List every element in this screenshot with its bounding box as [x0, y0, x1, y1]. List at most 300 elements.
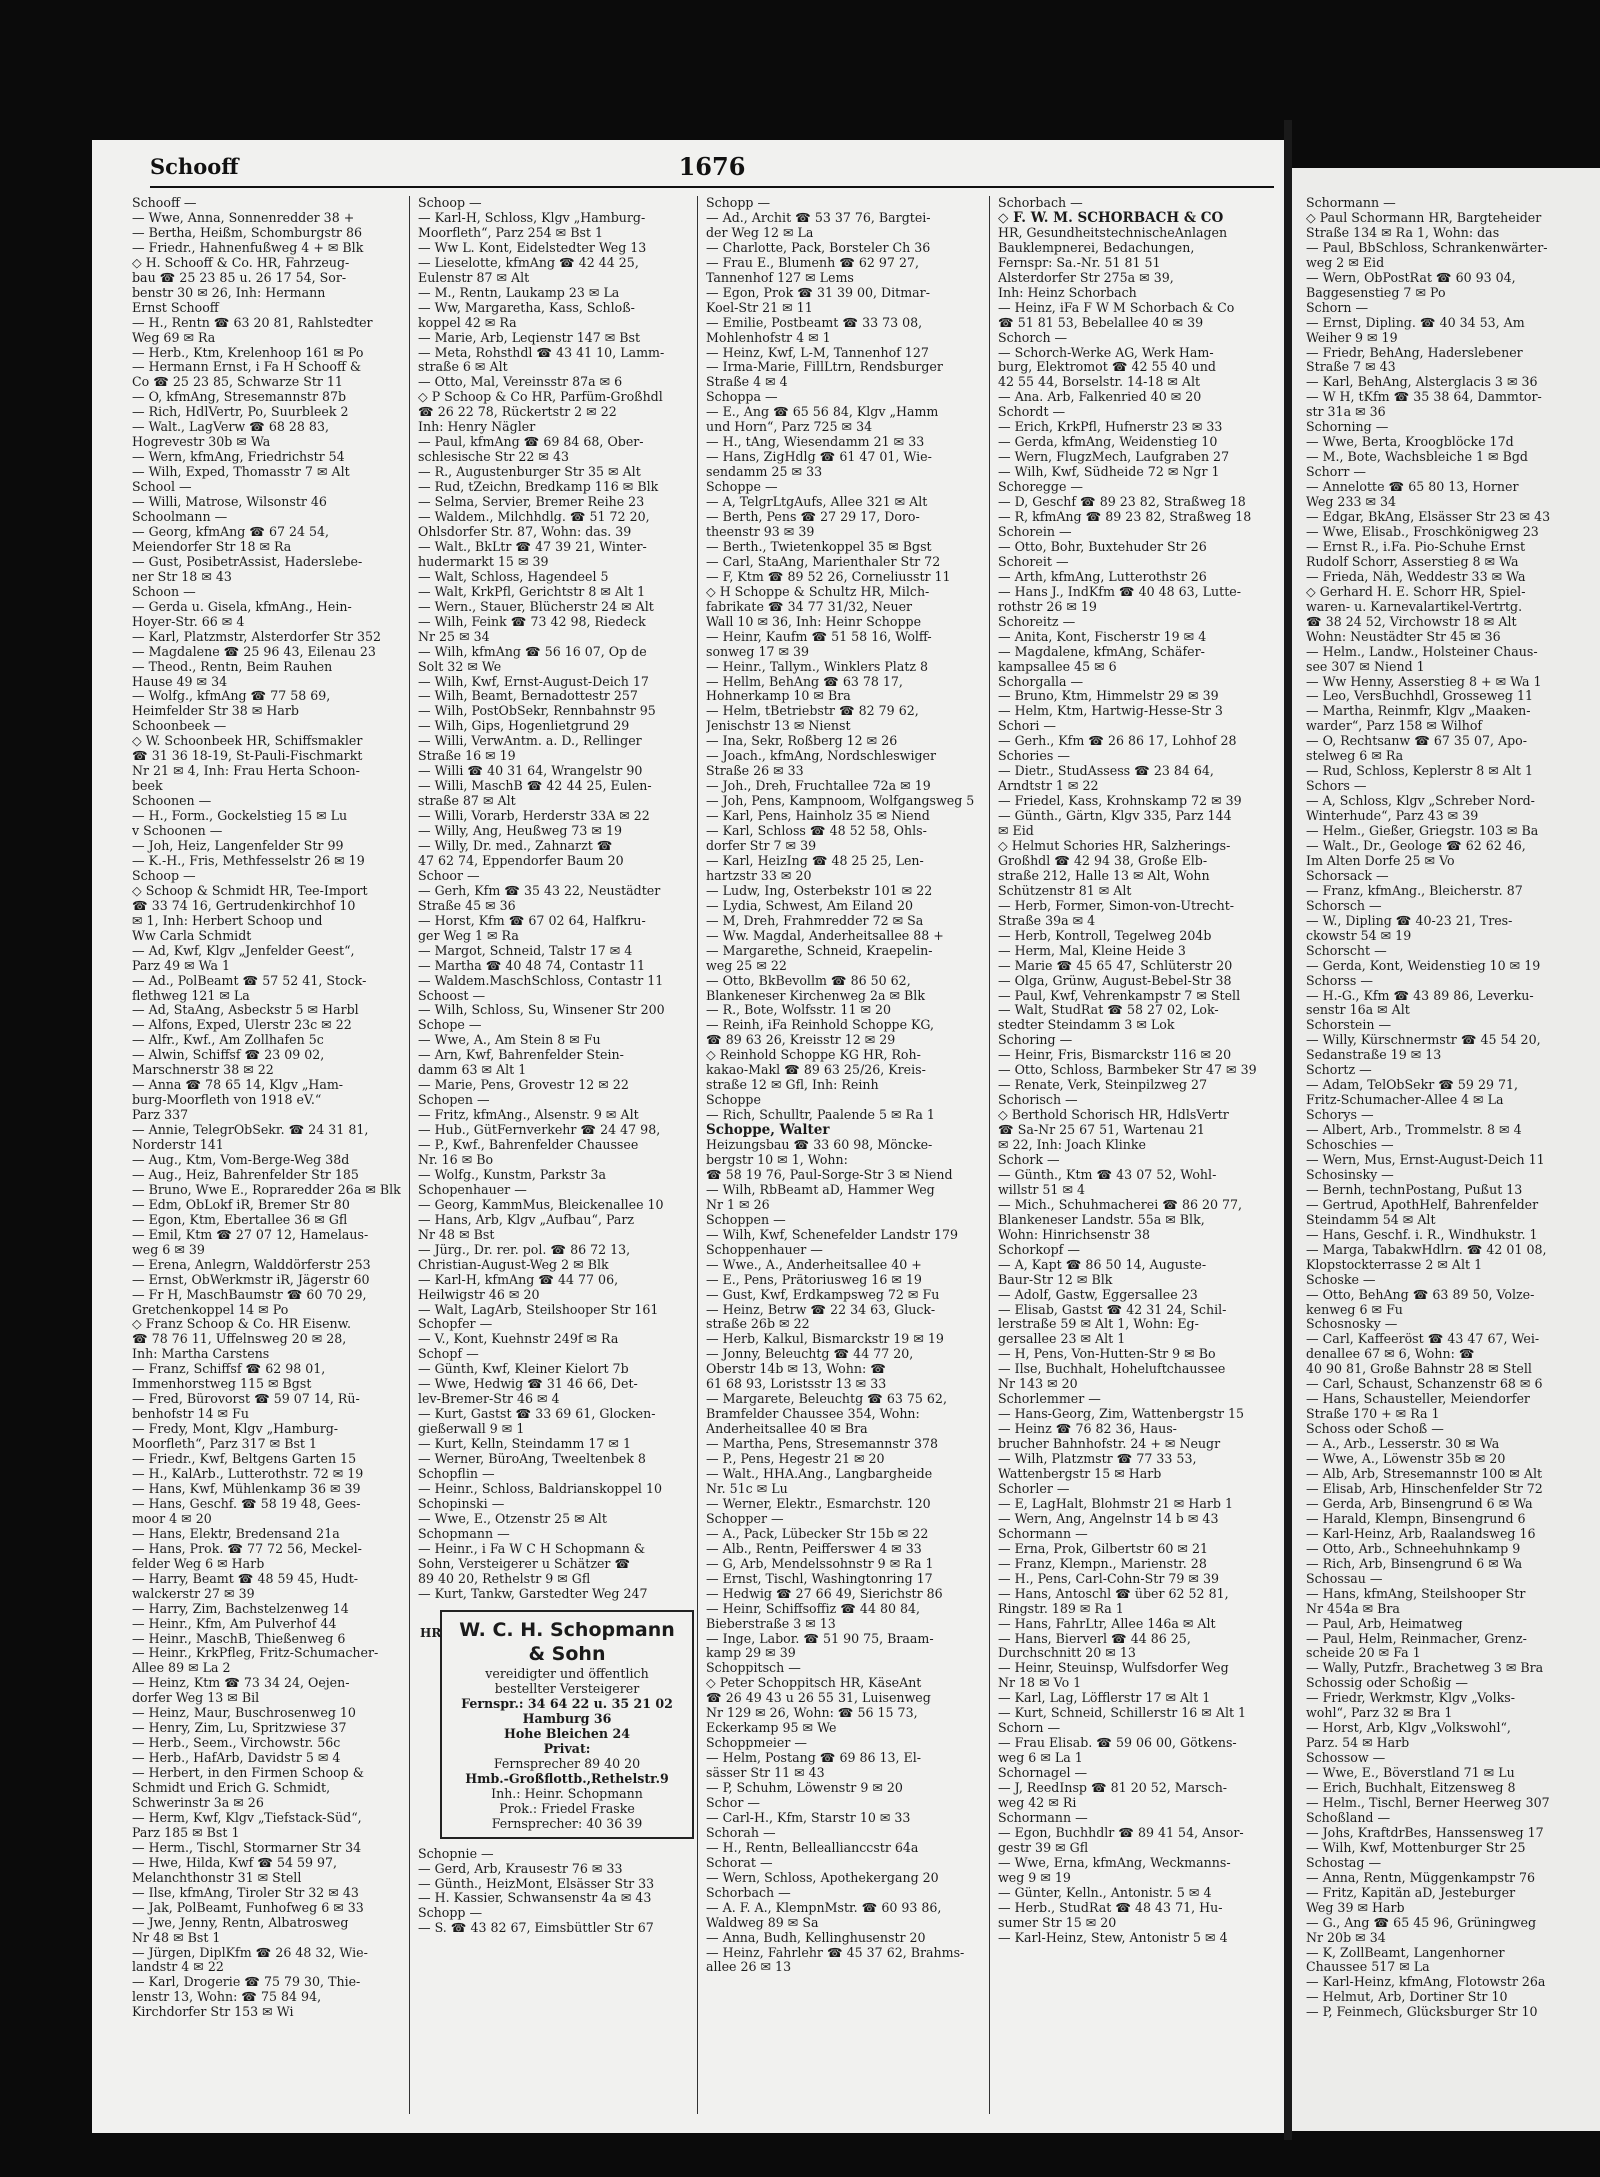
- listing-line: — Helmut, Arb, Dortiner Str 10: [1306, 1990, 1508, 2005]
- listing-line: Großhdl ☎ 42 94 38, Große Elb-: [998, 853, 1208, 868]
- listing-line: — Wern, Schloss, Apothekergang 20: [706, 1870, 939, 1885]
- surname-heading: Schopp —: [418, 1906, 483, 1921]
- listing-line: — Kurt, Kelln, Steindamm 17 ✉ 1: [418, 1437, 631, 1452]
- surname-heading: Schorein —: [998, 524, 1072, 539]
- surname-heading: Schoop —: [132, 868, 196, 883]
- listing-line: — P., Pens, Hegestr 21 ✉ 20: [706, 1452, 885, 1467]
- listing-line: — Friedr., Hahnenfußweg 4 + ✉ Blk: [132, 240, 364, 255]
- listing-line: — Wwe, E., Otzenstr 25 ✉ Alt: [418, 1511, 607, 1526]
- listing-line: — Joh., Dreh, Fruchtallee 72a ✉ 19: [706, 779, 931, 794]
- listing-line: — Johs, KraftdrBes, Hanssensweg 17: [1306, 1825, 1544, 1840]
- advert-line: Privat:: [543, 1740, 591, 1756]
- listing-line: beek: [132, 779, 163, 794]
- listing-line: kampsallee 45 ✉ 6: [998, 659, 1117, 674]
- listing-line: — Margarete, Beleuchtg ☎ 63 75 62,: [706, 1392, 947, 1407]
- listing-line: — Paul, Helm, Reinmacher, Grenz-: [1306, 1631, 1527, 1646]
- surname-heading: Schork —: [998, 1153, 1060, 1167]
- listing-line: — Otto, BehAng ☎ 63 89 50, Volze-: [1306, 1287, 1535, 1302]
- listing-line: 89 40 20, Rethelstr 9 ✉ Gfl: [418, 1571, 591, 1586]
- listing-line: — Albert, Arb., Trommelstr. 8 ✉ 4: [1306, 1123, 1522, 1138]
- listing-line: ☎ 33 74 16, Gertrudenkirchhof 10: [132, 898, 356, 913]
- listing-line: — Ad., PolBeamt ☎ 57 52 41, Stock-: [132, 973, 367, 988]
- page-header: [150, 150, 1274, 188]
- listing-line: — Karl, BehAng, Alsterglacis 3 ✉ 36: [1306, 375, 1538, 390]
- listing-line: Nr 143 ✉ 20: [998, 1377, 1078, 1392]
- column-2: [409, 196, 698, 2114]
- listing-line: — Paul, Kwf, Vehrenkampstr 7 ✉ Stell: [998, 988, 1241, 1003]
- surname-heading: Schoßland —: [1306, 1810, 1391, 1825]
- listing-line: burg, Elektromot ☎ 42 55 40 und: [998, 360, 1216, 375]
- listing-line: — Jürg., Dr. rer. pol. ☎ 86 72 13,: [418, 1242, 631, 1257]
- listing-line: — Herb, Kontroll, Tegelweg 204b: [998, 928, 1212, 943]
- listing-line: — Helm, Ktm, Hartwig-Hesse-Str 3: [998, 704, 1223, 719]
- listing-line: — Wilh, Kwf, Schenefelder Landstr 179: [706, 1227, 959, 1242]
- listing-line: — Adolf, Gastw, Eggersallee 23: [998, 1287, 1198, 1302]
- listing-line: — Hans, Kwf, Mühlenkamp 36 ✉ 39: [132, 1481, 361, 1496]
- listing-line: — Wern, Ang, Angelnstr 14 b ✉ 43: [998, 1511, 1219, 1526]
- listing-line: — Wern, Mus, Ernst-August-Deich 11: [1306, 1153, 1545, 1167]
- surname-heading: Schorn —: [1306, 300, 1369, 315]
- listing-line: — Wilh, Exped, Thomasstr 7 ✉ Alt: [132, 465, 350, 480]
- listing-line: — Wilh, PostObSekr, Rennbahnstr 95: [418, 704, 656, 719]
- listing-line: — Wilh, Feink ☎ 73 42 98, Riedeck: [418, 614, 646, 629]
- listing-line: straße 6 ✉ Alt: [418, 360, 508, 375]
- listing-line: ckowstr 54 ✉ 19: [1306, 928, 1412, 943]
- listing-line: Wohn: Hinrichsenstr 38: [998, 1227, 1151, 1242]
- advert-line: bestellter Versteigerer: [494, 1680, 640, 1696]
- listing-line: — Emilie, Postbeamt ☎ 33 73 08,: [706, 315, 923, 330]
- listing-line: — Herb, Former, Simon-von-Utrecht-: [998, 898, 1235, 913]
- listing-line: weg 2 ✉ Eid: [1306, 255, 1385, 270]
- listing-line: — Hans J., IndKfm ☎ 40 48 63, Lutte-: [998, 584, 1241, 599]
- listing-line: — Carl-H., Kfm, Starstr 10 ✉ 33: [706, 1810, 911, 1825]
- listing-line: brucher Bahnhofstr. 24 + ✉ Neugr: [998, 1437, 1221, 1452]
- listing-line: — Gust, Kwf, Erdkampsweg 72 ✉ Fu: [706, 1287, 940, 1302]
- listing-line: — Lydia, Schwest, Am Eiland 20: [706, 898, 914, 913]
- listing-line: Winterhude“, Parz 43 ✉ 39: [1306, 809, 1479, 824]
- listing-line: — Helm., Gießer, Griegstr. 103 ✉ Ba: [1306, 824, 1539, 839]
- listing-line: Oberstr 14b ✉ 13, Wohn: ☎: [706, 1362, 886, 1377]
- listing-line: see 307 ✉ Niend 1: [1306, 659, 1425, 674]
- listing-line: Mohlenhofstr 4 ✉ 1: [706, 330, 831, 345]
- listing-line: Co ☎ 25 23 85, Schwarze Str 11: [132, 375, 343, 390]
- listing-line: — Wern, FlugzMech, Laufgraben 27: [998, 450, 1230, 465]
- listing-line: Ohlsdorfer Str. 87, Wohn: das. 39: [418, 524, 632, 539]
- surname-heading: Schoppa —: [706, 390, 778, 405]
- listing-line: — Martha, Reinmfr, Klgv „Maaken-: [1306, 704, 1531, 719]
- listing-line: — Frau E., Blumenh ☎ 62 97 27,: [706, 255, 919, 270]
- listing-line: — Hans, FahrLtr, Allee 146a ✉ Alt: [998, 1616, 1216, 1631]
- listing-line: — Erich, KrkPfl, Hufnerstr 23 ✉ 33: [998, 420, 1223, 435]
- listing-line: Christian-August-Weg 2 ✉ Blk: [418, 1257, 609, 1272]
- listing-line: — V., Kont, Kuehnstr 249f ✉ Ra: [418, 1332, 619, 1347]
- listing-line: — Karl, Pens, Hainholz 35 ✉ Niend: [706, 809, 930, 824]
- surname-heading: Schopen —: [418, 1093, 490, 1108]
- listing-line: — Ernst, Tischl, Washingtonring 17: [706, 1571, 933, 1586]
- listing-line: — Günth., Ktm ☎ 43 07 52, Wohl-: [998, 1167, 1217, 1182]
- listing-line: — Friedr, BehAng, Haderslebener: [1306, 345, 1523, 360]
- listing-line: Schoppe: [706, 1093, 761, 1108]
- listing-line: — Willy, Kürschnermstr ☎ 45 54 20,: [1306, 1033, 1541, 1048]
- surname-heading: Schorss —: [1306, 973, 1373, 988]
- listing-line: — D, Geschf ☎ 89 23 82, Straßweg 18: [998, 495, 1246, 510]
- listing-line: — Willi, MaschB ☎ 42 44 25, Eulen-: [418, 779, 652, 794]
- listing-line: — P., Kwf., Bahrenfelder Chaussee: [418, 1138, 639, 1153]
- listing-line: Norderstr 141: [132, 1138, 224, 1153]
- listing-line: Weg 39 ✉ Harb: [1306, 1900, 1405, 1915]
- listing-line: — Heinr, Kaufm ☎ 51 58 16, Wolff-: [706, 629, 932, 644]
- listing-line: rothstr 26 ✉ 19: [998, 599, 1097, 614]
- listing-line: — A, Kapt ☎ 86 50 14, Auguste-: [998, 1257, 1207, 1272]
- listing-line: — Carl, Schaust, Schanzenstr 68 ✉ 6: [1306, 1377, 1543, 1392]
- listing-line: lev-Bremer-Str 46 ✉ 4: [418, 1392, 560, 1407]
- surname-heading: Schopfer —: [418, 1317, 493, 1332]
- listing-line: Nr 18 ✉ Vo 1: [998, 1676, 1082, 1691]
- surname-heading: Schorch —: [998, 330, 1068, 345]
- listing-line: 42 55 44, Borselstr. 14-18 ✉ Alt: [998, 375, 1201, 390]
- surname-heading: Schortz —: [1306, 1063, 1372, 1078]
- listing-line: — Ad, StaAng, Asbeckstr 5 ✉ Harbl: [132, 1003, 359, 1018]
- listing-line: senstr 16a ✉ Alt: [1306, 1003, 1410, 1018]
- listing-line: — Wilh, Beamt, Bernadottestr 257: [418, 689, 638, 704]
- listing-line: — Heinr, Fris, Bismarckstr 116 ✉ 20: [998, 1048, 1232, 1063]
- advert-phone: Fernspr.: 34 64 22 u. 35 21 02: [461, 1695, 673, 1711]
- advert-firm-suffix: & Sohn: [528, 1642, 606, 1665]
- listing-line: Allee 89 ✉ La 2: [132, 1661, 231, 1676]
- listing-line: — Frau Elisab. ☎ 59 06 00, Götkens-: [998, 1736, 1237, 1751]
- listing-line: hartzstr 33 ✉ 20: [706, 868, 812, 883]
- advert-line: Inh.: Heinr. Schopmann: [491, 1785, 643, 1801]
- listing-line: ◇ Reinhold Schoppe KG HR, Roh-: [706, 1048, 921, 1063]
- listing-line: — Aug., Ktm, Vom-Berge-Weg 38d: [132, 1153, 350, 1167]
- surname-heading: Schopinski —: [418, 1496, 505, 1511]
- listing-line: gersallee 23 ✉ Alt 1: [998, 1332, 1126, 1347]
- surname-heading: Schoost —: [418, 988, 486, 1003]
- listing-line: — Karl-Heinz, Arb, Raalandsweg 16: [1306, 1526, 1536, 1541]
- listing-line: — Herb., HafArb, Davidstr 5 ✉ 4: [132, 1751, 341, 1766]
- listing-line: — Heinr., Tallym., Winklers Platz 8: [706, 659, 929, 674]
- surname-heading: Schopenhauer —: [418, 1182, 527, 1197]
- listing-line: bergstr 10 ✉ 1, Wohn:: [706, 1153, 848, 1167]
- listing-line: — K, ZollBeamt, Langenhorner: [1306, 1945, 1505, 1960]
- surname-heading: Schopp —: [706, 196, 771, 210]
- listing-line: Nr 21 ✉ 4, Inh: Frau Herta Schoon-: [132, 764, 360, 779]
- surname-heading: Schosnosky —: [1306, 1317, 1398, 1332]
- listing-line: Bieberstraße 3 ✉ 13: [706, 1616, 836, 1631]
- listing-line: — Alb., Rentn, Peifferswег 4 ✉ 33: [706, 1541, 922, 1556]
- listing-line: — Heinz, Kwf, L-M, Tannenhof 127: [706, 345, 929, 360]
- listing-line: — Paul, kfmAng ☎ 69 84 68, Ober-: [418, 435, 644, 450]
- listing-line: — Magdalene, kfmAng, Schäfer-: [998, 644, 1205, 659]
- listing-line: Parz 337: [132, 1108, 189, 1123]
- listing-line: — J, ReedInsp ☎ 81 20 52, Marsch-: [998, 1781, 1228, 1796]
- listing-line: — Wwe, Berta, Kroogblöcke 17d: [1306, 435, 1514, 450]
- listing-line: — Horst, Arb, Klgv „Volkswohl“,: [1306, 1721, 1511, 1736]
- listing-line: — Anna ☎ 78 65 14, Klgv „Ham-: [132, 1078, 344, 1093]
- advert-firm-name: W. C. H. Schopmann: [459, 1618, 675, 1641]
- listing-line: denallee 67 ✉ 6, Wohn: ☎: [1306, 1347, 1475, 1362]
- listing-line: — Heinz, Maur, Buschrosenweg 10: [132, 1706, 356, 1721]
- surname-heading: Schosinsky —: [1306, 1167, 1394, 1182]
- listing-line: — Ww, Margaretha, Kass, Schloß-: [418, 300, 635, 315]
- listing-line: gießerwall 9 ✉ 1: [418, 1422, 525, 1437]
- listing-line: — H., Pens, Carl-Cohn-Str 79 ✉ 39: [998, 1571, 1219, 1586]
- listing-line: damm 63 ✉ Alt 1: [418, 1063, 527, 1078]
- listing-line: — Berth., Twietenkoppel 35 ✉ Bgst: [706, 539, 932, 554]
- directory-page: [92, 140, 1284, 2133]
- listing-line: Jenischstr 13 ✉ Nienst: [706, 719, 851, 734]
- listing-line: Bauklempnerei, Bedachungen,: [998, 240, 1195, 255]
- listing-line: ☎ 58 19 76, Paul-Sorge-Str 3 ✉ Niend: [706, 1167, 953, 1182]
- listing-line: Nr 454a ✉ Bra: [1306, 1601, 1400, 1616]
- listing-line: Nr 129 ✉ 26, Wohn: ☎ 56 15 73,: [706, 1706, 918, 1721]
- listing-line: — Franz, Schiffsf ☎ 62 98 01,: [132, 1362, 326, 1377]
- listing-line: waren- u. Karnevalartikel-Vertrtg.: [1306, 599, 1523, 614]
- listing-line: str 31a ✉ 36: [1306, 405, 1386, 420]
- listing-line: — Hans, Prok. ☎ 77 72 56, Meckel-: [132, 1541, 362, 1556]
- book-gutter: [1284, 120, 1292, 2140]
- listing-line: Heizungsbau ☎ 33 60 98, Möncke-: [706, 1138, 933, 1153]
- listing-line: — Walt., LagVerw ☎ 68 28 83,: [132, 420, 329, 435]
- listing-line: ◇ Schoop & Schmidt HR, Tee-Import: [132, 883, 368, 898]
- listing-line: — Herm., Tischl, Stormarner Str 34: [132, 1840, 362, 1855]
- listing-line: — Karl-H, kfmAng ☎ 44 77 06,: [418, 1272, 619, 1287]
- listing-line: — Elisab, Arb, Hinschenfelder Str 72: [1306, 1481, 1543, 1496]
- listing-line: — Karl, Lag, Löfflerstr 17 ✉ Alt 1: [998, 1691, 1211, 1706]
- listing-line: — Anna, Rentn, Müggenkampstr 76: [1306, 1870, 1536, 1885]
- column-1: [132, 196, 410, 2114]
- listing-line: — H. Kassier, Schwansenstr 4a ✉ 43: [418, 1891, 652, 1906]
- listing-line: Im Alten Dorfe 25 ✉ Vo: [1306, 853, 1455, 868]
- listing-line: — Fred, Bürovorst ☎ 59 07 14, Rü-: [132, 1392, 360, 1407]
- surname-heading: Schorlemmer —: [998, 1392, 1101, 1407]
- listing-line: — F, Ktm ☎ 89 52 26, Corneliusstr 11: [706, 569, 951, 584]
- listing-line: — Schorch-Werke AG, Werk Ham-: [998, 345, 1214, 360]
- listing-line: — Günth, Kwf, Kleiner Kielort 7b: [418, 1362, 629, 1377]
- listing-line: — Wilh, kfmAng ☎ 56 16 07, Op de: [418, 644, 647, 659]
- listing-line: ✉ 1, Inh: Herbert Schoop und: [132, 913, 323, 928]
- listing-line: — Friedel, Kass, Krohnskamp 72 ✉ 39: [998, 794, 1242, 809]
- listing-line: Melanchthonstr 31 ✉ Stell: [132, 1870, 302, 1885]
- listing-line: — Harald, Klempn, Binsengrund 6: [1306, 1511, 1526, 1526]
- listing-line: — Otto, Mal, Vereinsstr 87a ✉ 6: [418, 375, 623, 390]
- listing-line: — Anita, Kont, Fischerstr 19 ✉ 4: [998, 629, 1207, 644]
- column-5: [1306, 196, 1596, 2116]
- listing-line: — Hans, Elektr, Bredensand 21a: [132, 1526, 340, 1541]
- listing-line: kakao-Makl ☎ 89 63 25/26, Kreis-: [706, 1063, 926, 1078]
- listing-line: — Horst, Kfm ☎ 67 02 64, Halfkru-: [418, 913, 646, 928]
- listing-line: — Wilh, Kwf, Ernst-August-Deich 17: [418, 674, 649, 689]
- listing-line: — Reinh, iFa Reinhold Schoppe KG,: [706, 1018, 935, 1033]
- listing-line: sumer Str 15 ✉ 20: [998, 1915, 1117, 1930]
- listing-line: — Joach., kfmAng, Nordschleswiger: [706, 749, 937, 764]
- surname-heading: Schoppen —: [706, 1212, 786, 1227]
- listing-line: — Alfr., Kwf., Am Zollhafen 5c: [132, 1033, 324, 1048]
- listing-line: — Wolfg., Kunstm, Parkstr 3a: [418, 1167, 606, 1182]
- listing-line: kenweg 6 ✉ Fu: [1306, 1302, 1403, 1317]
- listing-line: — Hans, Schausteller, Meiendorfer: [1306, 1392, 1530, 1407]
- listing-line: gestr 39 ✉ Gfl: [998, 1840, 1089, 1855]
- listing-line: — Heinz, Betrw ☎ 22 34 63, Gluck-: [706, 1302, 936, 1317]
- listing-line: — Kurt, Tankw, Garstedter Weg 247: [418, 1586, 648, 1601]
- listing-line: — Martha ☎ 40 48 74, Contastr 11: [418, 958, 645, 973]
- listing-line: Bramfelder Chaussee 354, Wohn:: [706, 1407, 920, 1422]
- listing-line: Sohn, Versteigerer u Schätzer ☎: [418, 1556, 631, 1571]
- listing-line: Baggesenstieg 7 ✉ Po: [1306, 285, 1446, 300]
- listing-line: — Franz, Klempn., Marienstr. 28: [998, 1556, 1207, 1571]
- listing-line: Fritz-Schumacher-Allee 4 ✉ La: [1306, 1093, 1504, 1108]
- listing-line: ☎ 31 36 18-19, St-Pauli-Fischmarkt: [132, 749, 363, 764]
- listing-line: — Erena, Anlegrn, Walddörferstr 253: [132, 1257, 371, 1272]
- listing-line: — Georg, KammMus, Bleickenallee 10: [418, 1197, 664, 1212]
- listing-line: — Karl, HeizIng ☎ 48 25 25, Len-: [706, 853, 924, 868]
- listing-line: — Fritz, Kapitän aD, Jesteburger: [1306, 1885, 1516, 1900]
- listing-line: — H, Pens, Von-Hutten-Str 9 ✉ Bo: [998, 1347, 1216, 1362]
- listing-line: Inh: Martha Carstens: [132, 1347, 270, 1362]
- listing-line: ◇ Berthold Schorisch HR, HdlsVertr: [998, 1108, 1229, 1123]
- listing-line: — Egon, Ktm, Ebertallee 36 ✉ Gfl: [132, 1212, 348, 1227]
- listing-line: Anderheitsallee 40 ✉ Bra: [706, 1422, 868, 1437]
- listing-line: Kirchdorfer Str 153 ✉ Wi: [132, 2005, 294, 2020]
- listing-line: ☎ Sa-Nr 25 67 51, Wartenau 21: [998, 1123, 1205, 1138]
- listing-line: Moorfleth“, Parz 317 ✉ Bst 1: [132, 1437, 318, 1452]
- listing-line: — Wilh, Platzmstr ☎ 77 33 53,: [998, 1452, 1197, 1467]
- surname-heading: Schorah —: [706, 1825, 776, 1840]
- surname-heading: Schorning —: [1306, 420, 1389, 435]
- listing-line: — Hans, Geschf. i. R., Windhukstr. 1: [1306, 1227, 1538, 1242]
- listing-line: — Theod., Rentn, Beim Rauhen: [132, 659, 333, 674]
- listing-line: weg 25 ✉ 22: [706, 958, 787, 973]
- listing-line: — Jürgen, DiplKfm ☎ 26 48 32, Wie-: [132, 1945, 368, 1960]
- listing-line: — Walt., HHA.Ang., Langbargheide: [706, 1467, 933, 1482]
- listing-line: — Gerda, Kont, Weidenstieg 10 ✉ 19: [1306, 958, 1541, 973]
- listing-line: Meiendorfer Str 18 ✉ Ra: [132, 539, 292, 554]
- listing-line: — Alfons, Exped, Ulerstr 23c ✉ 22: [132, 1018, 352, 1033]
- surname-heading: Schordt —: [998, 405, 1066, 420]
- surname-heading: Schoreit —: [998, 554, 1069, 569]
- listing-line: — Henry, Zim, Lu, Spritzwiese 37: [132, 1721, 347, 1736]
- listing-line: burg-Moorfleth von 1918 eV.“: [132, 1093, 322, 1108]
- listing-line: — H., Rentn ☎ 63 20 81, Rahlstedter: [132, 315, 373, 330]
- surname-heading: Schoss oder Schoß —: [1306, 1422, 1444, 1437]
- listing-line: Immenhorstweg 115 ✉ Bgst: [132, 1377, 312, 1392]
- listing-line: benhofstr 14 ✉ Fu: [132, 1407, 249, 1422]
- listing-line: Gretchenkoppel 14 ✉ Po: [132, 1302, 289, 1317]
- listing-line: — Günter, Kelln., Antonistr. 5 ✉ 4: [998, 1885, 1212, 1900]
- listing-line: — Heinz ☎ 76 82 36, Haus-: [998, 1422, 1177, 1437]
- listing-line: Alsterdorfer Str 275a ✉ 39,: [998, 270, 1174, 285]
- listing-line: Tannenhof 127 ✉ Lems: [706, 270, 854, 285]
- listing-line: weg 6 ✉ 39: [132, 1242, 205, 1257]
- surname-heading: Schopmann —: [418, 1526, 510, 1541]
- surname-heading: Schormann —: [1306, 196, 1396, 210]
- listing-line: — Ad., Archit ☎ 53 37 76, Bargtei-: [706, 210, 931, 225]
- listing-line: — Walt., BkLtr ☎ 47 39 21, Winter-: [418, 539, 647, 554]
- surname-heading: Schopflin —: [418, 1467, 495, 1482]
- listing-line: Wall 10 ✉ 36, Inh: Heinr Schoppe: [706, 614, 922, 629]
- listing-line: — Wwe, Elisab., Froschkönigweg 23: [1306, 524, 1539, 539]
- listing-line: Weg 69 ✉ Ra: [132, 330, 216, 345]
- listing-line: — Bruno, Wwe E., Ropraredder 26a ✉ Blk: [132, 1182, 401, 1197]
- listing-line: — H., Form., Gockelstieg 15 ✉ Lu: [132, 809, 348, 824]
- advert-line: Prok.: Friedel Fraske: [499, 1800, 635, 1816]
- listing-line: — Günth., HeizMont, Elsässer Str 33: [418, 1876, 655, 1891]
- listing-line: — Willi, VerwAntm. a. D., Rellinger: [418, 734, 642, 749]
- listing-line: — Rich, Schulltr, Paalende 5 ✉ Ra 1: [706, 1108, 935, 1123]
- listing-line: Weg 233 ✉ 34: [1306, 495, 1397, 510]
- page-number: 1676: [678, 152, 746, 181]
- surname-heading: Schossow —: [1306, 1751, 1386, 1766]
- facing-page: [1292, 168, 1600, 2131]
- advert-line: vereidigter und öffentlich: [485, 1665, 649, 1681]
- advert-line: Fernsprecher 89 40 20: [493, 1755, 641, 1771]
- listing-line: Straße 170 + ✉ Ra 1: [1306, 1407, 1440, 1422]
- listing-line: — Egon, Buchhdlr ☎ 89 41 54, Ansor-: [998, 1825, 1244, 1840]
- listing-line: landstr 4 ✉ 22: [132, 1960, 224, 1975]
- listing-line: benstr 30 ✉ 26, Inh: Hermann: [132, 285, 326, 300]
- listing-line: — Friedr, Werkmstr, Klgv „Volks-: [1306, 1691, 1516, 1706]
- listing-line: — Georg, kfmAng ☎ 67 24 54,: [132, 524, 330, 539]
- listing-line: Schwerinstr 3a ✉ 26: [132, 1795, 264, 1810]
- listing-line: — Harry, Beamt ☎ 48 59 45, Hudt-: [132, 1571, 359, 1586]
- listing-line: — E., Pens, Prätoriusweg 16 ✉ 19: [706, 1272, 922, 1287]
- listing-line: ner Str 18 ✉ 43: [132, 569, 232, 584]
- listing-line: — Gertrud, ApothHelf, Bahrenfelder: [1306, 1197, 1539, 1212]
- listing-line: — Adam, TelObSekr ☎ 59 29 71,: [1306, 1078, 1519, 1093]
- listing-line: — Selma, Servier, Bremer Reihe 23: [418, 495, 645, 510]
- listing-line: — Bruno, Ktm, Himmelstr 29 ✉ 39: [998, 689, 1219, 704]
- listing-line: — Herm, Mal, Kleine Heide 3: [998, 943, 1186, 958]
- listing-line: — A, TelgrLtgAufs, Allee 321 ✉ Alt: [706, 495, 928, 510]
- listing-line: — Erna, Prok, Gilbertstr 60 ✉ 21: [998, 1541, 1209, 1556]
- column-4: [989, 196, 1280, 2114]
- listing-line: Schützenstr 81 ✉ Alt: [998, 883, 1132, 898]
- listing-line: weg 9 ✉ 19: [998, 1870, 1071, 1885]
- listing-line: — Egon, Prok ☎ 31 39 00, Ditmar-: [706, 285, 930, 300]
- listing-line: — Hwe, Hilda, Kwf ☎ 54 59 97,: [132, 1855, 338, 1870]
- listing-line: — Wilh, RbBeamt aD, Hammer Weg: [706, 1182, 935, 1197]
- surname-heading: Schori —: [998, 719, 1057, 734]
- listing-line: ☎ 89 63 26, Kreisstr 12 ✉ 29: [706, 1033, 896, 1048]
- listing-line: — Emil, Ktm ☎ 27 07 12, Hamelaus-: [132, 1227, 369, 1242]
- surname-heading: Schopf —: [418, 1347, 479, 1362]
- listing-line: — Friedr., Kwf, Beltgens Garten 15: [132, 1452, 357, 1467]
- listing-line: dorfer Weg 13 ✉ Bil: [132, 1691, 260, 1706]
- surname-heading: Schoppe —: [706, 480, 778, 495]
- listing-line: straße 12 ✉ Gfl, Inh: Reinh: [706, 1078, 879, 1093]
- listing-line: Durchschnitt 20 ✉ 13: [998, 1646, 1136, 1661]
- listing-line: — Dietr., StudAssess ☎ 23 84 64,: [998, 764, 1214, 779]
- listing-line: — Arn, Kwf, Bahrenfelder Stein-: [418, 1048, 624, 1063]
- listing-line: straße 212, Halle 13 ✉ Alt, Wohn: [998, 868, 1210, 883]
- listing-line: — Rich, Arb, Binsengrund 6 ✉ Wa: [1306, 1556, 1523, 1571]
- listing-line: — Jonny, Beleuchtg ☎ 44 77 20,: [706, 1347, 914, 1362]
- surname-heading: Schoonbeek —: [132, 719, 227, 734]
- listing-line: Parz 49 ✉ Wa 1: [132, 958, 231, 973]
- listing-line: — Otto, Arb., Schneehuhnkamp 9: [1306, 1541, 1521, 1556]
- listing-line: Ww Carla Schmidt: [132, 928, 252, 943]
- listing-line: — Bertha, Heißm, Schomburgstr 86: [132, 225, 362, 240]
- surname-heading: Schormann —: [998, 1810, 1088, 1825]
- listing-line: — Renate, Verk, Steinpilzweg 27: [998, 1078, 1208, 1093]
- listing-line: Nr. 51c ✉ Lu: [706, 1481, 788, 1496]
- listing-line: — Herb., Ktm, Krelenhoop 161 ✉ Po: [132, 345, 364, 360]
- listing-line: — H., KalArb., Lutterothstr. 72 ✉ 19: [132, 1467, 364, 1482]
- listing-line: — Heinr., Schloss, Baldrianskoppel 10: [418, 1481, 662, 1496]
- listing-line: — Annelotte ☎ 65 80 13, Horner: [1306, 480, 1519, 495]
- surname-heading: Schopper —: [706, 1511, 784, 1526]
- listing-line: — Erich, Buchhalt, Eitzensweg 8: [1306, 1781, 1516, 1796]
